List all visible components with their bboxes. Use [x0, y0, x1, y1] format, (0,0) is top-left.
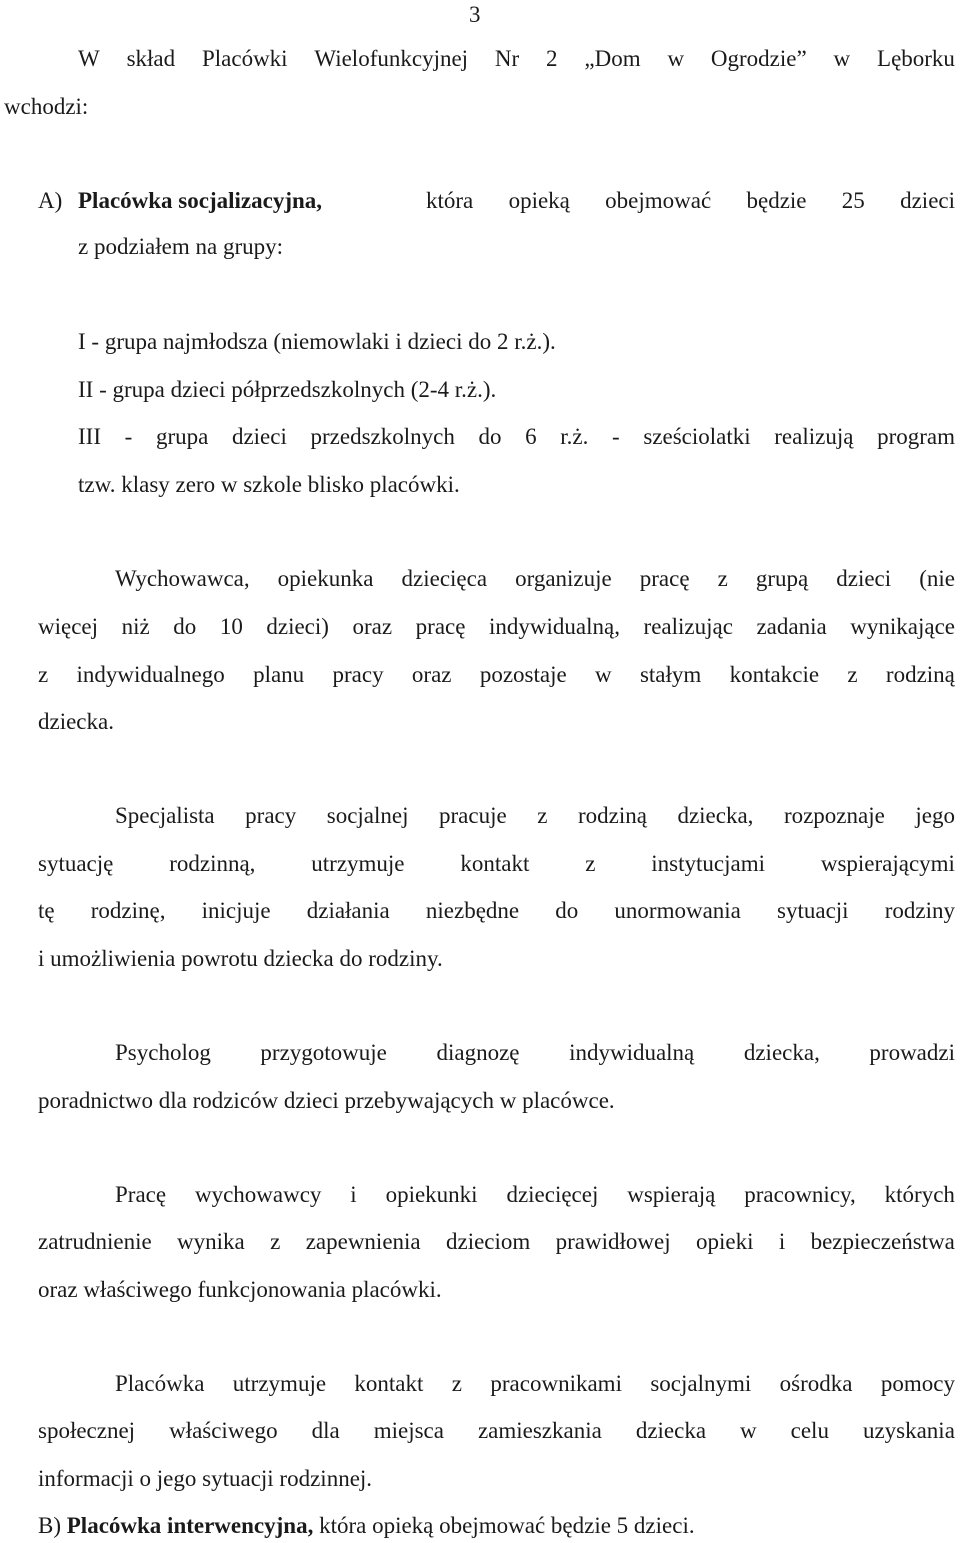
word: sytuację: [38, 851, 114, 876]
word: pracę: [415, 614, 466, 639]
word: niż: [121, 614, 150, 639]
word: opiekunka: [277, 566, 374, 591]
word: socjalnej: [326, 803, 409, 828]
word: III: [78, 424, 101, 449]
paragraph-prace-line-1: [115, 1180, 955, 1210]
intro-line-2: wchodzi:: [4, 94, 89, 119]
word: pracownikami: [490, 1371, 622, 1396]
word: z: [717, 566, 728, 591]
word: wynikające: [850, 614, 955, 639]
word: zatrudnienie: [38, 1229, 152, 1254]
word: indywidualną,: [489, 614, 620, 639]
word: właściwego: [169, 1418, 278, 1443]
word: do: [478, 424, 502, 449]
group-1: I - grupa najmłodsza (niemowlaki i dzieci do 2 r.ż.).: [78, 329, 556, 354]
word: dzieci): [266, 614, 329, 639]
section-b-rest: która opieką obejmować będzie 5 dzieci.: [313, 1513, 695, 1538]
word: rodziną: [885, 662, 955, 687]
word: diagnozę: [436, 1040, 520, 1065]
word: grupą: [755, 566, 809, 591]
word: pomocy: [880, 1371, 955, 1396]
paragraph-wychowawca-line-4: dziecka.: [38, 709, 114, 734]
word: unormowania: [614, 898, 741, 923]
word: utrzymuje: [311, 851, 405, 876]
word: Placówki: [201, 46, 288, 71]
word: kontakt: [354, 1371, 424, 1396]
word: rodziną: [577, 803, 647, 828]
section-a-title-text: Placówka socjalizacyjna,: [78, 188, 323, 213]
word: oraz: [411, 662, 452, 687]
word: jego: [915, 803, 955, 828]
word: i: [350, 1182, 357, 1207]
word: wspierającymi: [820, 851, 955, 876]
word: organizuje: [515, 566, 612, 591]
word: Ogrodzie”: [710, 46, 807, 71]
word: wspierają: [627, 1182, 716, 1207]
word: pracownicy,: [744, 1182, 856, 1207]
word: 2: [546, 46, 558, 71]
word: dziecka,: [677, 803, 754, 828]
paragraph-psycholog-line-2: poradnictwo dla rodziców dzieci przebywających w placówce.: [38, 1088, 615, 1113]
word: dzieci: [231, 424, 287, 449]
word: będzie: [746, 188, 807, 213]
section-b-marker: B): [38, 1513, 61, 1538]
word: 6: [525, 424, 537, 449]
word: w: [833, 46, 851, 71]
word: przedszkolnych: [310, 424, 455, 449]
section-a-line-2: z podziałem na grupy:: [78, 234, 284, 259]
word: społecznej: [38, 1418, 136, 1443]
group-3-line-2: tzw. klasy zero w szkole blisko placówki.: [78, 472, 460, 497]
word: z: [537, 803, 548, 828]
paragraph-kontakt-line-1: [115, 1369, 955, 1399]
word: w: [740, 1418, 757, 1443]
word: zapewnienia: [305, 1229, 421, 1254]
paragraph-wychowawca-line-1: [115, 564, 955, 594]
word: kontakt: [460, 851, 530, 876]
word: działania: [306, 898, 390, 923]
word: z: [847, 662, 858, 687]
word: celu: [790, 1418, 829, 1443]
word: rozpoznaje: [783, 803, 885, 828]
word: z: [270, 1229, 281, 1254]
paragraph-wychowawca-line-2: [38, 612, 955, 642]
paragraph-specjalista-line-2: [38, 849, 955, 879]
word: -: [612, 424, 620, 449]
word: utrzymuje: [232, 1371, 327, 1396]
word: uzyskania: [862, 1418, 955, 1443]
word: opiekunki: [385, 1182, 478, 1207]
word: Pracę: [115, 1182, 167, 1207]
word: Nr: [494, 46, 520, 71]
word: których: [884, 1182, 955, 1207]
word: W: [78, 46, 100, 71]
section-a-marker: A): [38, 188, 63, 213]
word: miejsca: [373, 1418, 444, 1443]
word: Lęborku: [877, 46, 955, 71]
word: 10: [219, 614, 243, 639]
word: opieki: [695, 1229, 754, 1254]
paragraph-prace-line-3: oraz właściwego funkcjonowania placówki.: [38, 1277, 442, 1302]
word: instytucjami: [651, 851, 765, 876]
word: opieką: [508, 188, 570, 213]
word: grupa: [155, 424, 209, 449]
word: dziecka,: [743, 1040, 820, 1065]
word: oraz: [352, 614, 393, 639]
word: Wielofunkcyjnej: [314, 46, 469, 71]
paragraph-wychowawca-line-3: [38, 660, 955, 690]
word: dziecka: [635, 1418, 707, 1443]
word: bezpieczeństwa: [810, 1229, 955, 1254]
word: obejmować: [605, 188, 712, 213]
word: realizując: [643, 614, 733, 639]
intro-line-1: [78, 44, 955, 74]
word: indywidualną: [569, 1040, 695, 1065]
word: kontakcie: [729, 662, 820, 687]
word: więcej: [38, 614, 99, 639]
word: w: [667, 46, 685, 71]
word: przygotowuje: [260, 1040, 387, 1065]
paragraph-kontakt-line-2: [38, 1416, 955, 1446]
word: tę: [38, 898, 55, 923]
group-3-line-1: [78, 422, 955, 452]
word: rodziny: [884, 898, 955, 923]
section-a-title: [78, 186, 322, 216]
word: wychowawcy: [194, 1182, 322, 1207]
word: dziecięcej: [506, 1182, 599, 1207]
word: do: [555, 898, 579, 923]
word: 25: [841, 188, 865, 213]
paragraph-specjalista-line-3: [38, 896, 955, 926]
word: Specjalista: [115, 803, 215, 828]
word: (nie: [919, 566, 955, 591]
word: dzieci: [836, 566, 892, 591]
word: dla: [311, 1418, 340, 1443]
word: pracy: [332, 662, 384, 687]
word: Psycholog: [115, 1040, 211, 1065]
word: z: [451, 1371, 463, 1396]
section-b-line: [38, 1511, 695, 1541]
word: sześciolatki: [643, 424, 751, 449]
word: program: [877, 424, 955, 449]
word: planu: [253, 662, 305, 687]
word: wynika: [177, 1229, 245, 1254]
word: skład: [126, 46, 176, 71]
word: zadania: [756, 614, 827, 639]
page-number: 3: [469, 2, 481, 27]
word: niezbędne: [425, 898, 520, 923]
word: pracy: [245, 803, 297, 828]
word: zamieszkania: [477, 1418, 602, 1443]
word: rodzinną,: [169, 851, 256, 876]
section-b-title: Placówka interwencyjna,: [66, 1513, 314, 1538]
word: z: [585, 851, 596, 876]
word: r.ż.: [560, 424, 589, 449]
word: pozostaje: [479, 662, 567, 687]
word: rodzinę,: [90, 898, 166, 923]
section-a-line-1-rest: [426, 186, 955, 216]
word: która: [426, 188, 474, 213]
word: prawidłowej: [555, 1229, 671, 1254]
paragraph-prace-line-2: [38, 1227, 955, 1257]
word: Placówka: [115, 1371, 205, 1396]
word: dzieci: [900, 188, 955, 213]
word: inicjuje: [201, 898, 271, 923]
word: pracuje: [439, 803, 507, 828]
word: dziecięca: [401, 566, 488, 591]
word: Wychowawca,: [115, 566, 250, 591]
word: ośrodka: [779, 1371, 853, 1396]
word: realizują: [774, 424, 854, 449]
word: „Dom: [584, 46, 641, 71]
word: pracę: [639, 566, 690, 591]
word: socjalnymi: [650, 1371, 752, 1396]
word: sytuacji: [777, 898, 849, 923]
word: z: [38, 662, 49, 687]
word: do: [173, 614, 197, 639]
paragraph-kontakt-line-3: informacji o jego sytuacji rodzinnej.: [38, 1466, 373, 1491]
word: prowadzi: [869, 1040, 955, 1065]
paragraph-psycholog-line-1: [115, 1038, 955, 1068]
paragraph-specjalista-line-4: i umożliwienia powrotu dziecka do rodziny.: [38, 946, 443, 971]
word: stałym: [639, 662, 702, 687]
word: i: [778, 1229, 786, 1254]
group-2: II - grupa dzieci półprzedszkolnych (2-4 r.ż.).: [78, 377, 497, 402]
word: w: [595, 662, 612, 687]
word: -: [124, 424, 133, 449]
word: indywidualnego: [76, 662, 225, 687]
paragraph-specjalista-line-1: [115, 801, 955, 831]
word: dzieciom: [445, 1229, 531, 1254]
